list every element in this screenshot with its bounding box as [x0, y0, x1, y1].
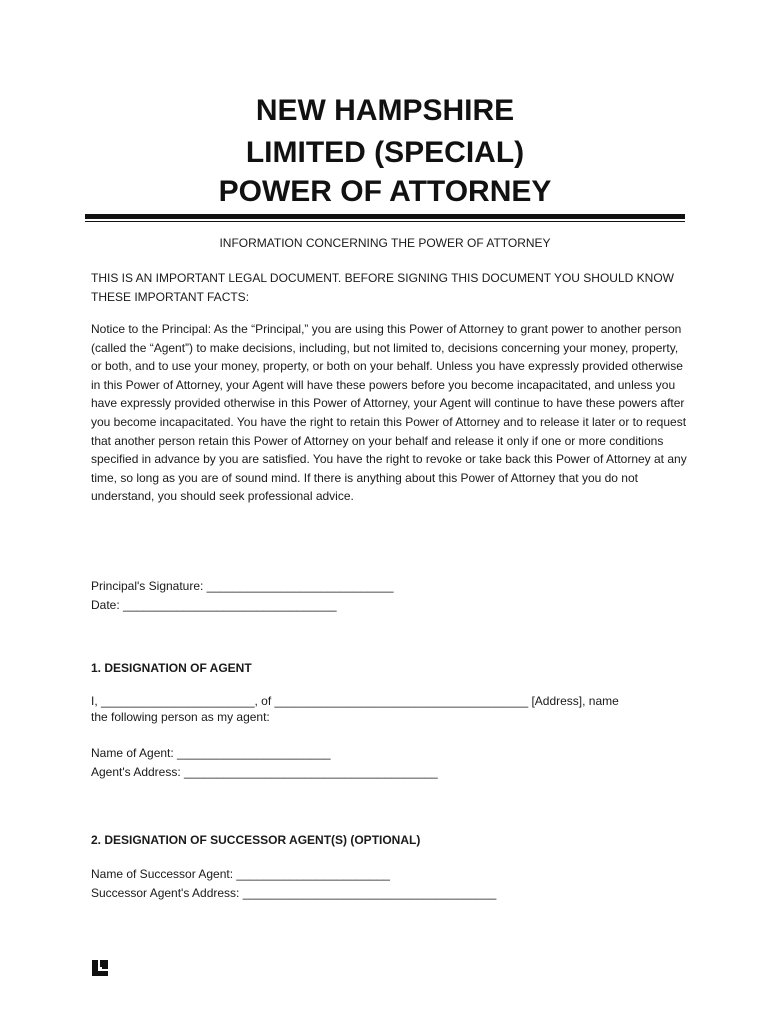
info-heading: INFORMATION CONCERNING THE POWER OF ATTORNEY [219, 236, 551, 250]
title-divider-thin [85, 221, 685, 222]
notice-to-principal-paragraph: Notice to the Principal: As the “Principal,” you are using this Power of Attorney to grant power to another person (called the “Agent”) to make decisions, including, but not limited to, decisions concerning your money, property, or both, and to use your money, property, or both on your behalf. Unless you have expressly provided otherwise in this Power of Attorney, your Agent will have these powers before you become incapacitated, and unless you have expressly provided otherwise in this Power of Attorney, your Agent will continue to have these powers after you become incapacitated. You have the right to retain this Power of Attorney and to release it later or to request that another person retain this Power of Attorney on your behalf and release it only if one or more conditions specified in advance by you are satisfied. You have the right to revoke or take back this Power of Attorney at any time, so long as you are of sound mind. If there is anything about this Power of Attorney that you do not understand, you should seek professional advice. [91, 322, 687, 504]
principal-signature-line: Principal's Signature: ____________________________ [91, 579, 394, 593]
document-title-line-3: POWER OF ATTORNEY [218, 175, 552, 208]
agent-address-line: Agent's Address: ______________________________________ [91, 765, 438, 779]
section-1-designation-line: I, _______________________, of ______________________________________ [Address], name [91, 694, 619, 708]
agent-name-line: Name of Agent: _______________________ [91, 746, 331, 760]
successor-agent-address-line: Successor Agent's Address: ______________________________________ [91, 886, 497, 900]
section-1-heading: 1. DESIGNATION OF AGENT [91, 661, 252, 675]
important-notice-paragraph: THIS IS AN IMPORTANT LEGAL DOCUMENT. BEFORE SIGNING THIS DOCUMENT YOU SHOULD KNOW THESE IMPORTANT FACTS: [91, 271, 674, 304]
document-title-line-2: LIMITED (SPECIAL) [245, 136, 525, 169]
brand-logo-icon [91, 959, 109, 977]
successor-agent-name-line: Name of Successor Agent: _______________________ [91, 867, 390, 881]
document-title-line-1: NEW HAMPSHIRE [255, 94, 515, 127]
section-1-designation-line-2: the following person as my agent: [91, 710, 270, 724]
section-2-heading: 2. DESIGNATION OF SUCCESSOR AGENT(S) (OPTIONAL) [91, 833, 421, 847]
date-line: Date: ________________________________ [91, 598, 337, 612]
title-divider-thick [85, 214, 685, 219]
